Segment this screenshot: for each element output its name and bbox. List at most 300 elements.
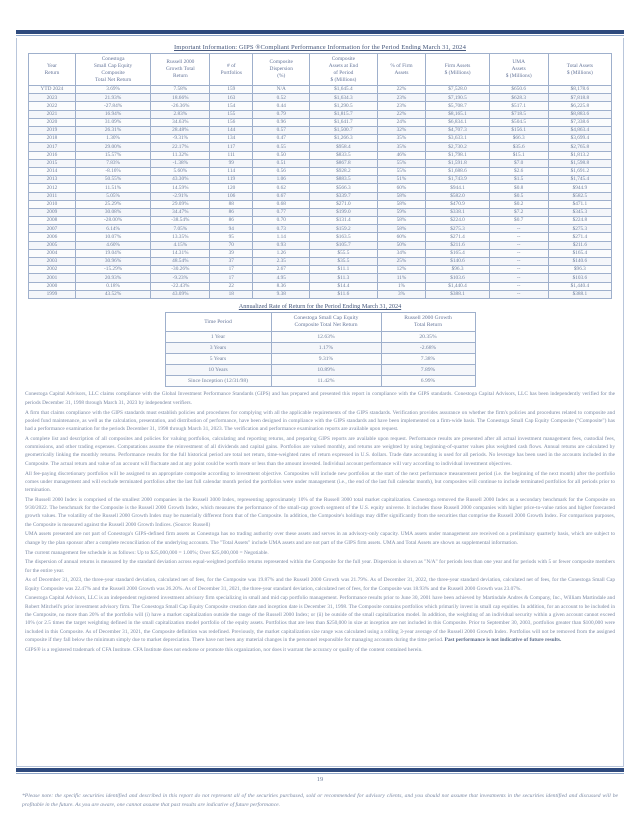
table-cell: 8.36 <box>253 282 310 290</box>
table-cell: 0.57 <box>253 127 310 135</box>
col-header-dispersion: Composite Dispersion (%) <box>253 54 310 86</box>
table-row <box>29 143 612 151</box>
table-row <box>29 159 612 167</box>
table-cell: 155 <box>210 110 253 118</box>
table-cell: $275.3 <box>426 225 489 233</box>
table-cell: $1,745.4 <box>548 176 611 184</box>
cell-year: 2006 <box>29 233 76 241</box>
table-cell: 1.06 <box>253 176 310 184</box>
table-cell: $7,338.6 <box>548 118 611 126</box>
cell-time-period: 3 Years <box>165 343 271 354</box>
table-row <box>29 184 612 192</box>
table-cell: -2.68% <box>381 343 475 354</box>
cell-time-period: 1 Year <box>165 332 271 343</box>
table-cell: -- <box>489 241 548 249</box>
col-header-portfolios: # of Portfolios <box>210 54 253 86</box>
table-cell: 7.05% <box>151 225 210 233</box>
annualized-table-title: Annualized Rate of Return for the Period Ending March 31, 2024 <box>238 302 402 310</box>
disclosure-paragraph-9: As of December 31, 2023, the three-year standard deviation, calculated net of fees, for the Composite was 19.87% and the Russell 2000 Growth was 21.79%. As of December 31, 2022, the three-year standard deviation, calculated net of fees, for the Conestoga Small Cap Equity Composite was 22.47% and the Russell 2000 Growth was 26.20%. As of December 31, 2021, the three-year standard deviation, calculated net of fees, for the Composite was 18.93% and the Russell 2000 Growth was 23.07%. <box>25 577 615 592</box>
table-cell: $224.0 <box>426 217 489 225</box>
col-header-composite-net-return: Conestoga Small Cap Equity Composite Total Net Return <box>75 54 150 86</box>
table-cell: 16.94% <box>75 110 150 118</box>
table-cell: $14.4 <box>310 282 377 290</box>
table-cell: 0.55 <box>253 143 310 151</box>
cell-year: 2018 <box>29 135 76 143</box>
table-cell: 37 <box>210 258 253 266</box>
table-cell: $35.5 <box>310 258 377 266</box>
cell-time-period: 5 Years <box>165 354 271 365</box>
table-cell: 51% <box>377 176 426 184</box>
table-cell: $1,500.7 <box>310 127 377 135</box>
table-cell: 163 <box>210 94 253 102</box>
table-cell: 0.68 <box>253 200 310 208</box>
table-cell: 2.35 <box>253 258 310 266</box>
table-cell: 9.31% <box>271 354 381 365</box>
table-cell: -9.23% <box>151 274 210 282</box>
col-header-ann-russell: Russell 2000 Growth Total Return <box>381 312 475 332</box>
table-cell: $1,691.2 <box>548 167 611 175</box>
past-performance-disclaimer: Past performance is not indicative of future results. <box>444 636 562 643</box>
table-row <box>29 176 612 184</box>
table-cell: 34.63% <box>151 118 210 126</box>
table-row <box>29 135 612 143</box>
table-cell: -- <box>489 233 548 241</box>
table-cell: 28.48% <box>151 127 210 135</box>
table-cell: 14.59% <box>151 184 210 192</box>
table-cell: -27.84% <box>75 102 150 110</box>
table-cell: $105.7 <box>310 241 377 249</box>
table-cell: $275.3 <box>548 225 611 233</box>
table-cell: $1,645.4 <box>310 86 377 94</box>
table-row <box>29 233 612 241</box>
table-cell: $103.6 <box>426 274 489 282</box>
annualized-table-head <box>165 312 475 332</box>
table-cell: $338.1 <box>426 208 489 216</box>
cell-year: 2014 <box>29 167 76 175</box>
table-cell: 58% <box>377 217 426 225</box>
table-cell: $650.6 <box>489 86 548 94</box>
table-cell: $471.1 <box>548 200 611 208</box>
table-row <box>165 332 475 343</box>
table-cell: $7,818.8 <box>548 94 611 102</box>
table-cell: 7.38% <box>381 354 475 365</box>
table-cell: $8,883.6 <box>548 110 611 118</box>
table-cell: $163.5 <box>310 233 377 241</box>
table-row <box>29 225 612 233</box>
disclosure-paragraph-2: A firm that claims compliance with the GIPS standards must establish policies and procedures for complying with all the applicable requirements of the GIPS standards. Verification provides assurance on whether the firm's policies and procedures related to composite and pooled fund maintenance, as well as the calculation, presentation, and distribution of performance, have been designed in compliance with the GIPS standards and have been implemented on a firm-wide basis. The Conestoga Small Cap Equity Composite ("Composite") has had a performance examination for the periods December 31, 1998 through March 31, 2023. The verification and performance examination reports are available upon request. <box>25 409 615 433</box>
table-cell: 117 <box>210 143 253 151</box>
table-row <box>165 343 475 354</box>
table-row <box>29 151 612 159</box>
disclosures-section <box>23 390 617 653</box>
table-cell: $1,688.6 <box>426 167 489 175</box>
table-cell: 6.99% <box>381 376 475 387</box>
table-row <box>29 217 612 225</box>
table-cell: 119 <box>210 176 253 184</box>
table-cell: 22 <box>210 282 253 290</box>
table-cell: $1,815.7 <box>310 110 377 118</box>
table-cell: 1% <box>377 282 426 290</box>
table-cell: 106 <box>210 192 253 200</box>
table-cell: $2,765.8 <box>548 143 611 151</box>
table-cell: $11.3 <box>310 274 377 282</box>
table-cell: $883.5 <box>310 176 377 184</box>
cell-year: 2011 <box>29 192 76 200</box>
table-cell: 6.14% <box>75 225 150 233</box>
table-cell: 3.69% <box>75 86 150 94</box>
table-cell: -- <box>489 266 548 274</box>
table-cell: 35% <box>377 135 426 143</box>
cell-year: 2007 <box>29 225 76 233</box>
cell-year: 2021 <box>29 110 76 118</box>
disclosure-paragraph-1: Conestoga Capital Advisors, LLC claims compliance with the Global Investment Performance Standards (GIPS) and has prepared and presented this report in compliance with the GIPS standards. Conestoga Capital Advisors, LLC has been independently verified for the periods December 31, 1998 through March 31, 2023 by independent verifiers. <box>25 391 615 406</box>
table-cell: $8,165.1 <box>426 110 489 118</box>
table-cell: 94 <box>210 225 253 233</box>
table-cell: 1.14 <box>253 233 310 241</box>
table-cell: $159.2 <box>310 225 377 233</box>
table-cell: 0.44 <box>253 102 310 110</box>
table-cell: 154 <box>210 102 253 110</box>
table-cell: $1.5 <box>489 176 548 184</box>
table-cell: $7.0 <box>489 159 548 167</box>
table-cell: 0.18% <box>75 282 150 290</box>
cell-year: YTD 2024 <box>29 86 76 94</box>
table-cell: $211.6 <box>548 241 611 249</box>
table-cell: 86 <box>210 208 253 216</box>
table-cell: 0.52 <box>253 94 310 102</box>
table-cell: 3% <box>377 290 426 298</box>
table-cell: $271.4 <box>548 233 611 241</box>
table-cell: -22.43% <box>151 282 210 290</box>
table-cell: $582.5 <box>548 192 611 200</box>
cell-year: 2002 <box>29 266 76 274</box>
table-cell: $131.4 <box>310 217 377 225</box>
table-cell: $7,528.0 <box>426 86 489 94</box>
table-cell: 70 <box>210 241 253 249</box>
table-cell: 46% <box>377 151 426 159</box>
table-cell: -38.54% <box>151 217 210 225</box>
table-row <box>29 290 612 298</box>
cell-year: 2005 <box>29 241 76 249</box>
table-cell: $224.8 <box>548 217 611 225</box>
table-cell: 1.17% <box>271 343 381 354</box>
table-cell: 0.50 <box>253 151 310 159</box>
table-cell: 29.09% <box>151 200 210 208</box>
table-cell: 10.89% <box>271 365 381 376</box>
table-cell: $7,190.5 <box>426 94 489 102</box>
table-cell: 7.83% <box>75 159 150 167</box>
disclosure-paragraph-6: UMA assets presented are not part of Conestoga's GIPS-defined firm assets as Conestoga has no trading authority over these assets and serves in an advisory-only capacity. UMA assets under management are received on a preliminary quarterly basis, which are subject to change by the plan sponsor after a complete reconciliation of the underlying accounts. The "Total Assets" include UMA assets and are not part of the GIPS firm assets. UMA and Total Assets are shown as supplemental information. <box>25 531 615 546</box>
table-cell: -- <box>489 258 548 266</box>
table-cell: 19.04% <box>75 249 150 257</box>
table-cell: $517.1 <box>489 102 548 110</box>
table-cell: $1,798.1 <box>426 151 489 159</box>
table-cell: 4.95 <box>253 274 310 282</box>
disclosure-paragraph-5: The Russell 2000 Index is comprised of the smallest 2000 companies in the Russell 3000 Index, representing approximately 10% of the Russell 3000 total market capitalization. Conestoga removed the Russell 2000 Index as a secondary benchmark for the Composite on 9/30/2022. The benchmark for the Composite is the Russell 2000 Growth Index, which measures the performance of the small-cap growth segment of the U.S. equity universe. It includes those Russell 2000 companies with higher price-to-value ratios and higher forecasted growth values. The volatility of the Russell 2000 Growth Index may be materially different from that of the Composite. In addition, the Composite's holdings may differ significantly from the securities that comprise the Russell 2000 Growth Index. For comparison purposes, the Composite is measured against the Russell 2000 Growth Indices. (Source: Russell) <box>25 496 615 528</box>
disclosure-paragraph-7: The current management fee schedule is as follows: Up to $25,000,000 = 1.00%; Over $25,000,000 = Negotiable. <box>25 549 269 556</box>
table-cell: 0.79 <box>253 110 310 118</box>
col-header-firm-assets: Firm Assets $ (Millions) <box>426 54 489 86</box>
table-cell: 58% <box>377 200 426 208</box>
table-cell: $944.9 <box>548 184 611 192</box>
table-cell: 0.96 <box>253 118 310 126</box>
col-header-composite-assets: Composite Assets at End of Period $ (Millions) <box>310 54 377 86</box>
disclosure-paragraph-10 <box>23 594 617 644</box>
table-cell: -- <box>489 282 548 290</box>
table-cell: -- <box>489 290 548 298</box>
table-cell: $4,707.3 <box>426 127 489 135</box>
table-cell: $388.1 <box>548 290 611 298</box>
table-cell: $1,290.5 <box>310 102 377 110</box>
cell-year: 2001 <box>29 274 76 282</box>
table-cell: $1,634.3 <box>310 94 377 102</box>
table-cell: 95 <box>210 233 253 241</box>
table-cell: 43.52% <box>75 290 150 298</box>
table-cell: 23% <box>377 94 426 102</box>
table-cell: 7.89% <box>381 365 475 376</box>
table-cell: 58% <box>377 225 426 233</box>
table-cell: $1,813.2 <box>548 151 611 159</box>
table-cell: 43.30% <box>151 176 210 184</box>
table-cell: -1.38% <box>151 159 210 167</box>
table-cell: $867.8 <box>310 159 377 167</box>
table-cell: $15.1 <box>489 151 548 159</box>
table-cell: $566.3 <box>310 184 377 192</box>
table-cell: 35% <box>377 143 426 151</box>
table-cell: $7.2 <box>489 208 548 216</box>
col-header-pct-firm-assets: % of Firm Assets <box>377 54 426 86</box>
table-row <box>165 365 475 376</box>
table-cell: 2.67 <box>253 266 310 274</box>
table-cell: 0.73 <box>253 225 310 233</box>
table-cell: $3,699.4 <box>548 135 611 143</box>
table-cell: $165.4 <box>548 249 611 257</box>
table-cell: 22% <box>377 110 426 118</box>
table-cell: 12% <box>377 266 426 274</box>
annualized-table <box>165 312 476 388</box>
table-cell: 17 <box>210 274 253 282</box>
performance-table <box>28 53 612 299</box>
annualized-header-row <box>165 312 475 332</box>
annualized-table-body <box>165 332 475 387</box>
table-cell: 0.70 <box>253 217 310 225</box>
table-cell: $0.2 <box>489 200 548 208</box>
top-rule-thick <box>16 30 624 34</box>
table-cell: $1,266.3 <box>310 135 377 143</box>
table-cell: 29.00% <box>75 143 150 151</box>
table-cell: $96.3 <box>548 266 611 274</box>
table-cell: $66.3 <box>489 135 548 143</box>
table-cell: 25.29% <box>75 200 150 208</box>
cell-year: 2020 <box>29 118 76 126</box>
table-cell: 0.77 <box>253 208 310 216</box>
table-cell: 21.93% <box>75 94 150 102</box>
col-header-time-period: Time Period <box>165 312 271 332</box>
disclosure-paragraph-3: A complete list and description of all composites and policies for valuing portfolios, calculating and reporting returns, and preparing GIPS reports are available upon request. Performance results are presented after all actual investment management fees, custodial fees, commissions, and other trading expenses. Computations assume the reinvestment of all dividends and capital gains. Portfolios are valued monthly, and returns are weighted by using beginning-of-quarter values plus weighted cash flows. Annual returns are calculated by geometrically linking the monthly returns. Performance results for the full historical period are total net return, time-weighted rates of return expressed in U.S. dollars. Trade date accounting is used for all periods. No leverage has been used in the accounts included in the Composite. The actual return and value of an account will fluctuate and at any point could be worth more or less than the amount invested. Individual account performance will vary according to individual investment objectives. <box>25 435 615 467</box>
table-cell: 22% <box>377 86 426 94</box>
table-cell: 25% <box>377 258 426 266</box>
table-cell: 58% <box>377 192 426 200</box>
table-row <box>29 274 612 282</box>
table-cell: $1,743.9 <box>426 176 489 184</box>
table-cell: -28.00% <box>75 217 150 225</box>
table-cell: $8,178.6 <box>548 86 611 94</box>
table-cell: 0.51 <box>253 159 310 167</box>
table-row <box>29 249 612 257</box>
table-cell: 60% <box>377 184 426 192</box>
table-cell: 12.63% <box>271 332 381 343</box>
table-cell: 144 <box>210 127 253 135</box>
table-cell: $1,440.4 <box>426 282 489 290</box>
table-cell: $11.6 <box>310 290 377 298</box>
table-cell: 0.62 <box>253 184 310 192</box>
table-cell: $5,708.7 <box>426 102 489 110</box>
cell-year: 2015 <box>29 159 76 167</box>
table-cell: 11% <box>377 274 426 282</box>
performance-table-title: Important Information: GIPS ®Compliant Performance Information for the Period Ending March 31, 2024 <box>174 44 466 51</box>
cell-year: 2023 <box>29 94 76 102</box>
cell-year: 2022 <box>29 102 76 110</box>
table-row <box>29 86 612 94</box>
table-cell: $3,633.1 <box>426 135 489 143</box>
table-cell: $0.8 <box>489 184 548 192</box>
table-cell: 9.38 <box>253 290 310 298</box>
table-cell: 20.93% <box>75 274 150 282</box>
table-cell: $156.1 <box>489 127 548 135</box>
table-row <box>29 241 612 249</box>
table-cell: 30.08% <box>75 208 150 216</box>
cell-year: 2000 <box>29 282 76 290</box>
disclosure-paragraph-4: All fee-paying discretionary portfolios will be assigned to an appropriate composite according to investment objective. Composites will include new portfolios at the start of the next performance measurement period (i.e. the beginning of the next month) after the portfolio comes under management and will exclude terminated portfolios after the last full calendar month period the portfolios were under management (i.e., the end of the last full calendar month), but composites will continue to include terminated portfolios for all periods prior to termination. <box>25 470 615 494</box>
table-cell: 60% <box>377 233 426 241</box>
table-cell: 99 <box>210 159 253 167</box>
table-cell: 50.55% <box>75 176 150 184</box>
table-cell: 1.30% <box>75 135 150 143</box>
table-cell: 0.56 <box>253 167 310 175</box>
table-cell: 32% <box>377 127 426 135</box>
table-cell: -8.16% <box>75 167 150 175</box>
disclosure-paragraph-11: GIPS® is a registered trademark of CFA Institute. CFA Institute does not endorse or promote this organization, nor does it warrant the accuracy or quality of the content contained herein. <box>25 646 423 653</box>
cell-year: 2013 <box>29 176 76 184</box>
table-cell: 17 <box>210 266 253 274</box>
table-cell: 11.32% <box>151 151 210 159</box>
table-cell: 4.15% <box>151 241 210 249</box>
table-cell: 159 <box>210 86 253 94</box>
table-cell: $6,834.1 <box>426 118 489 126</box>
bottom-rule-thin <box>16 773 624 774</box>
table-cell: 34.47% <box>151 208 210 216</box>
table-cell: 23% <box>377 102 426 110</box>
table-row <box>29 102 612 110</box>
cell-year: 2008 <box>29 217 76 225</box>
table-cell: $388.1 <box>426 290 489 298</box>
table-cell: -15.29% <box>75 266 150 274</box>
cell-year: 2016 <box>29 151 76 159</box>
table-cell: 4.60% <box>75 241 150 249</box>
bottom-rule-thick <box>16 768 624 772</box>
table-row <box>29 258 612 266</box>
table-cell: $0.5 <box>489 192 548 200</box>
table-cell: $470.9 <box>426 200 489 208</box>
table-cell: 14.31% <box>151 249 210 257</box>
table-cell: 30.96% <box>75 258 150 266</box>
table-row <box>29 266 612 274</box>
table-cell: 48.54% <box>151 258 210 266</box>
table-row <box>29 208 612 216</box>
table-cell: 7.58% <box>151 86 210 94</box>
table-row <box>165 354 475 365</box>
table-cell: $0.7 <box>489 217 548 225</box>
top-rule-thin <box>16 35 624 36</box>
table-cell: $140.6 <box>426 258 489 266</box>
table-cell: 50% <box>377 241 426 249</box>
table-cell: $958.4 <box>310 143 377 151</box>
table-cell: 34% <box>377 249 426 257</box>
table-cell: $55.5 <box>310 249 377 257</box>
table-cell: $1,598.8 <box>548 159 611 167</box>
cell-time-period: 10 Years <box>165 365 271 376</box>
table-cell: 86 <box>210 217 253 225</box>
table-cell: 5.05% <box>75 192 150 200</box>
cell-year: 1999 <box>29 290 76 298</box>
cell-year: 2009 <box>29 208 76 216</box>
table-cell: 18.66% <box>151 94 210 102</box>
table-cell: $35.6 <box>489 143 548 151</box>
performance-table-head <box>29 54 612 86</box>
cell-year: 2004 <box>29 249 76 257</box>
table-cell: 55% <box>377 159 426 167</box>
performance-header-row <box>29 54 612 86</box>
table-cell: $2,730.2 <box>426 143 489 151</box>
table-cell: 156 <box>210 118 253 126</box>
table-row <box>29 282 612 290</box>
table-row <box>29 94 612 102</box>
content-frame <box>16 38 624 767</box>
table-cell: 11.51% <box>75 184 150 192</box>
table-cell: 0.47 <box>253 135 310 143</box>
col-header-russell-return: Russell 2000 Growth Total Return <box>151 54 210 86</box>
table-cell: 134 <box>210 135 253 143</box>
table-cell: $1,641.7 <box>310 118 377 126</box>
table-cell: $4,863.4 <box>548 127 611 135</box>
disclosure-paragraph-10-text: Conestoga Capital Advisors, LLC is an independent registered investment advisory firm specializing in small and mid cap portfolio management. Performance results prior to June 30, 2001 have been achieved by Martindale Andres & Company, Inc., William Martindale and Robert Mitchell's prior investment advisory firm. The Conestoga Small Cap Equity Composite creation date and inception date is December 31, 1998. The Composite contains portfolios which primarily invest in small cap equities. In addition, for an account to be included in the Composite, no more than 20% of the portfolio will (i) have a market capitalization outside the range of the Russell 2000 Index; or (ii) be outside of the small capitalization model. In addition, the weighting of an individual security within a given account cannot exceed 10% (or 2.5 times the target weighting defined in the small capitalization model portfolio of the equity assets. Portfolios that are less than $250,000 in size at inception are not included in this Composite. Prior to September 30, 2003, portfolios greater than $100,000 were included in this Composite. As of December 31, 2021, the Composite definition was redefined. Previously, the market capitalization size range was calculated using a rolling 3-year average of the Russell 2000 Growth Index. Portfolios will not be removed from the assigned composite if they fall below the minimum simply due to market depreciation. There have not been any material changes in the personnel responsible for managing accounts during the time period. <box>25 595 615 643</box>
table-cell: 22.17% <box>151 143 210 151</box>
table-cell: 20.35% <box>381 332 475 343</box>
table-cell: $504.5 <box>489 118 548 126</box>
table-cell: $211.6 <box>426 241 489 249</box>
table-cell: 59% <box>377 208 426 216</box>
table-cell: 5.60% <box>151 167 210 175</box>
col-header-ann-composite: Conestoga Small Cap Equity Composite Total Net Return <box>271 312 381 332</box>
cell-time-period: Since Inception (12/31/98) <box>165 376 271 387</box>
table-cell: 24% <box>377 118 426 126</box>
table-cell: 114 <box>210 167 253 175</box>
table-row <box>29 192 612 200</box>
table-row <box>29 167 612 175</box>
table-cell: $6,225.8 <box>548 102 611 110</box>
table-cell: 88 <box>210 200 253 208</box>
table-cell: -30.26% <box>151 266 210 274</box>
table-cell: 10.07% <box>75 233 150 241</box>
table-row <box>29 118 612 126</box>
table-row <box>29 127 612 135</box>
col-header-uma-assets: UMA Assets $ (Millions) <box>489 54 548 86</box>
table-cell: 0.93 <box>253 241 310 249</box>
table-cell: $339.7 <box>310 192 377 200</box>
table-cell: $1,440.4 <box>548 282 611 290</box>
table-cell: -26.36% <box>151 102 210 110</box>
table-cell: 43.09% <box>151 290 210 298</box>
